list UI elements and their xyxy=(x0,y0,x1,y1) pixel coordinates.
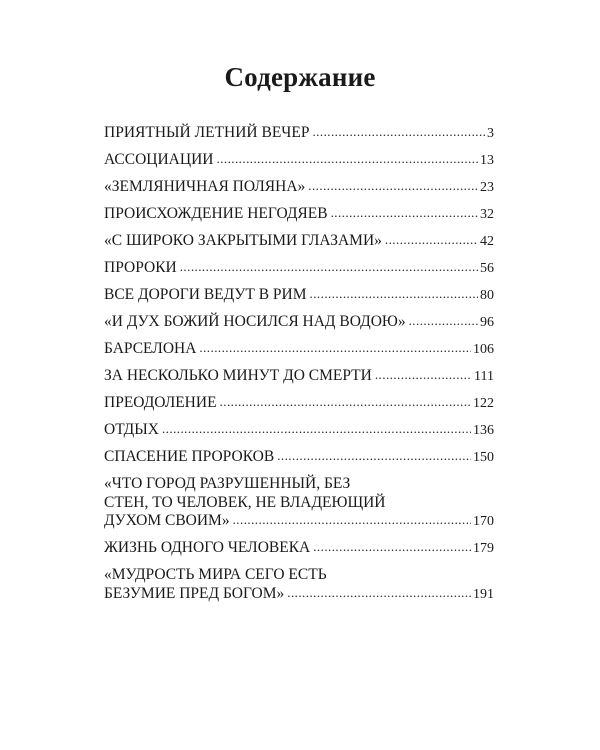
toc-entry-title: ДУХОМ СВОИМ» xyxy=(104,512,230,529)
toc-entry-row xyxy=(104,286,494,306)
toc-entry-title: ОТДЫХ xyxy=(104,421,159,438)
dot-leader xyxy=(409,312,478,331)
toc-page-number: 150 xyxy=(473,450,494,465)
dot-leader xyxy=(199,339,471,358)
toc-entry-row xyxy=(104,259,494,279)
toc-entry xyxy=(104,448,494,468)
toc-entry xyxy=(104,151,494,171)
toc-page-number: 80 xyxy=(480,288,494,303)
dot-leader xyxy=(162,420,471,439)
toc-entry-title: ПРИЯТНЫЙ ЛЕТНИЙ ВЕЧЕР xyxy=(104,124,310,141)
toc-entry xyxy=(104,124,494,144)
toc-entry-row xyxy=(104,512,494,532)
toc-entry-row xyxy=(104,421,494,441)
dot-leader xyxy=(385,231,478,250)
toc-entry-title: «ЗЕМЛЯНИЧНАЯ ПОЛЯНА» xyxy=(104,178,306,195)
toc-entry-row xyxy=(104,151,494,171)
toc-entry-title-line: СТЕН, ТО ЧЕЛОВЕК, НЕ ВЛАДЕЮЩИЙ xyxy=(104,493,386,511)
dot-leader xyxy=(233,511,471,530)
dot-leader xyxy=(216,150,478,169)
toc-entry-title: ПРЕОДОЛЕНИЕ xyxy=(104,394,217,411)
toc-page-number: 122 xyxy=(473,396,494,411)
toc-page-number: 106 xyxy=(473,342,494,357)
dot-leader xyxy=(312,123,485,142)
toc-entry xyxy=(104,367,494,387)
toc-entry xyxy=(104,566,494,604)
toc-entry-title-line: «МУДРОСТЬ МИРА СЕГО ЕСТЬ xyxy=(104,566,327,583)
toc-page-number: 56 xyxy=(480,261,494,276)
toc-entry-row xyxy=(104,124,494,144)
toc-entry-row xyxy=(104,394,494,414)
dot-leader xyxy=(308,177,478,196)
toc-page-number: 179 xyxy=(473,541,494,556)
toc-entry-title-line: «ЧТО ГОРОД РАЗРУШЕННЫЙ, БЕЗ xyxy=(104,475,351,492)
toc-entry-title: ЗА НЕСКОЛЬКО МИНУТ ДО СМЕРТИ xyxy=(104,367,372,384)
dot-leader xyxy=(220,393,471,412)
toc-entry-row xyxy=(104,313,494,333)
toc-entry xyxy=(104,539,494,559)
toc-page-number: 32 xyxy=(480,207,494,222)
dot-leader xyxy=(277,447,471,466)
toc-entry-title: СПАСЕНИЕ ПРОРОКОВ xyxy=(104,448,275,465)
page-title: Содержание xyxy=(224,62,376,92)
toc-entry xyxy=(104,205,494,225)
toc-page-number: 96 xyxy=(480,315,494,330)
toc-page-number: 13 xyxy=(480,153,494,168)
toc-entry xyxy=(104,421,494,441)
toc-entry xyxy=(104,286,494,306)
toc-entry-title: ВСЕ ДОРОГИ ВЕДУТ В РИМ xyxy=(104,286,307,303)
toc-entry-row xyxy=(104,340,494,360)
toc-entry-row xyxy=(104,585,494,605)
toc-page-number: 3 xyxy=(487,126,494,141)
toc-page-number: 170 xyxy=(473,514,494,529)
toc-entry-title: «И ДУХ БОЖИЙ НОСИЛСЯ НАД ВОДОЮ» xyxy=(104,313,406,330)
dot-leader xyxy=(313,538,471,557)
toc-page-number: 111 xyxy=(474,369,494,384)
dot-leader xyxy=(331,204,478,223)
dot-leader xyxy=(287,584,471,603)
toc-entry-title: АССОЦИАЦИИ xyxy=(104,151,214,168)
toc-page-number: 23 xyxy=(480,180,494,195)
toc-entry xyxy=(104,232,494,252)
toc-entry xyxy=(104,178,494,198)
table-of-contents xyxy=(104,124,494,612)
toc-entry-row xyxy=(104,448,494,468)
toc-entry xyxy=(104,313,494,333)
toc-entry-title: БАРСЕЛОНА xyxy=(104,340,197,357)
toc-entry-row xyxy=(104,367,494,387)
toc-entry xyxy=(104,340,494,360)
toc-entry xyxy=(104,394,494,414)
toc-entry xyxy=(104,475,494,532)
toc-entry-row xyxy=(104,205,494,225)
dot-leader xyxy=(310,285,478,304)
toc-entry-row xyxy=(104,539,494,559)
toc-page-number: 191 xyxy=(473,586,494,602)
toc-entry-row xyxy=(104,232,494,252)
toc-entry xyxy=(104,259,494,279)
dot-leader xyxy=(375,366,472,385)
toc-page-number: 136 xyxy=(473,423,494,438)
toc-entry-title: БЕЗУМИЕ ПРЕД БОГОМ» xyxy=(104,584,285,602)
toc-entry-row xyxy=(104,178,494,198)
dot-leader xyxy=(180,258,478,277)
toc-entry-title: ПРОРОКИ xyxy=(104,259,177,276)
toc-page-number: 42 xyxy=(480,234,494,249)
toc-entry-title: «С ШИРОКО ЗАКРЫТЫМИ ГЛАЗАМИ» xyxy=(104,232,382,249)
toc-entry-title: ПРОИСХОЖДЕНИЕ НЕГОДЯЕВ xyxy=(104,205,328,222)
toc-entry-title: ЖИЗНЬ ОДНОГО ЧЕЛОВЕКА xyxy=(104,539,311,556)
